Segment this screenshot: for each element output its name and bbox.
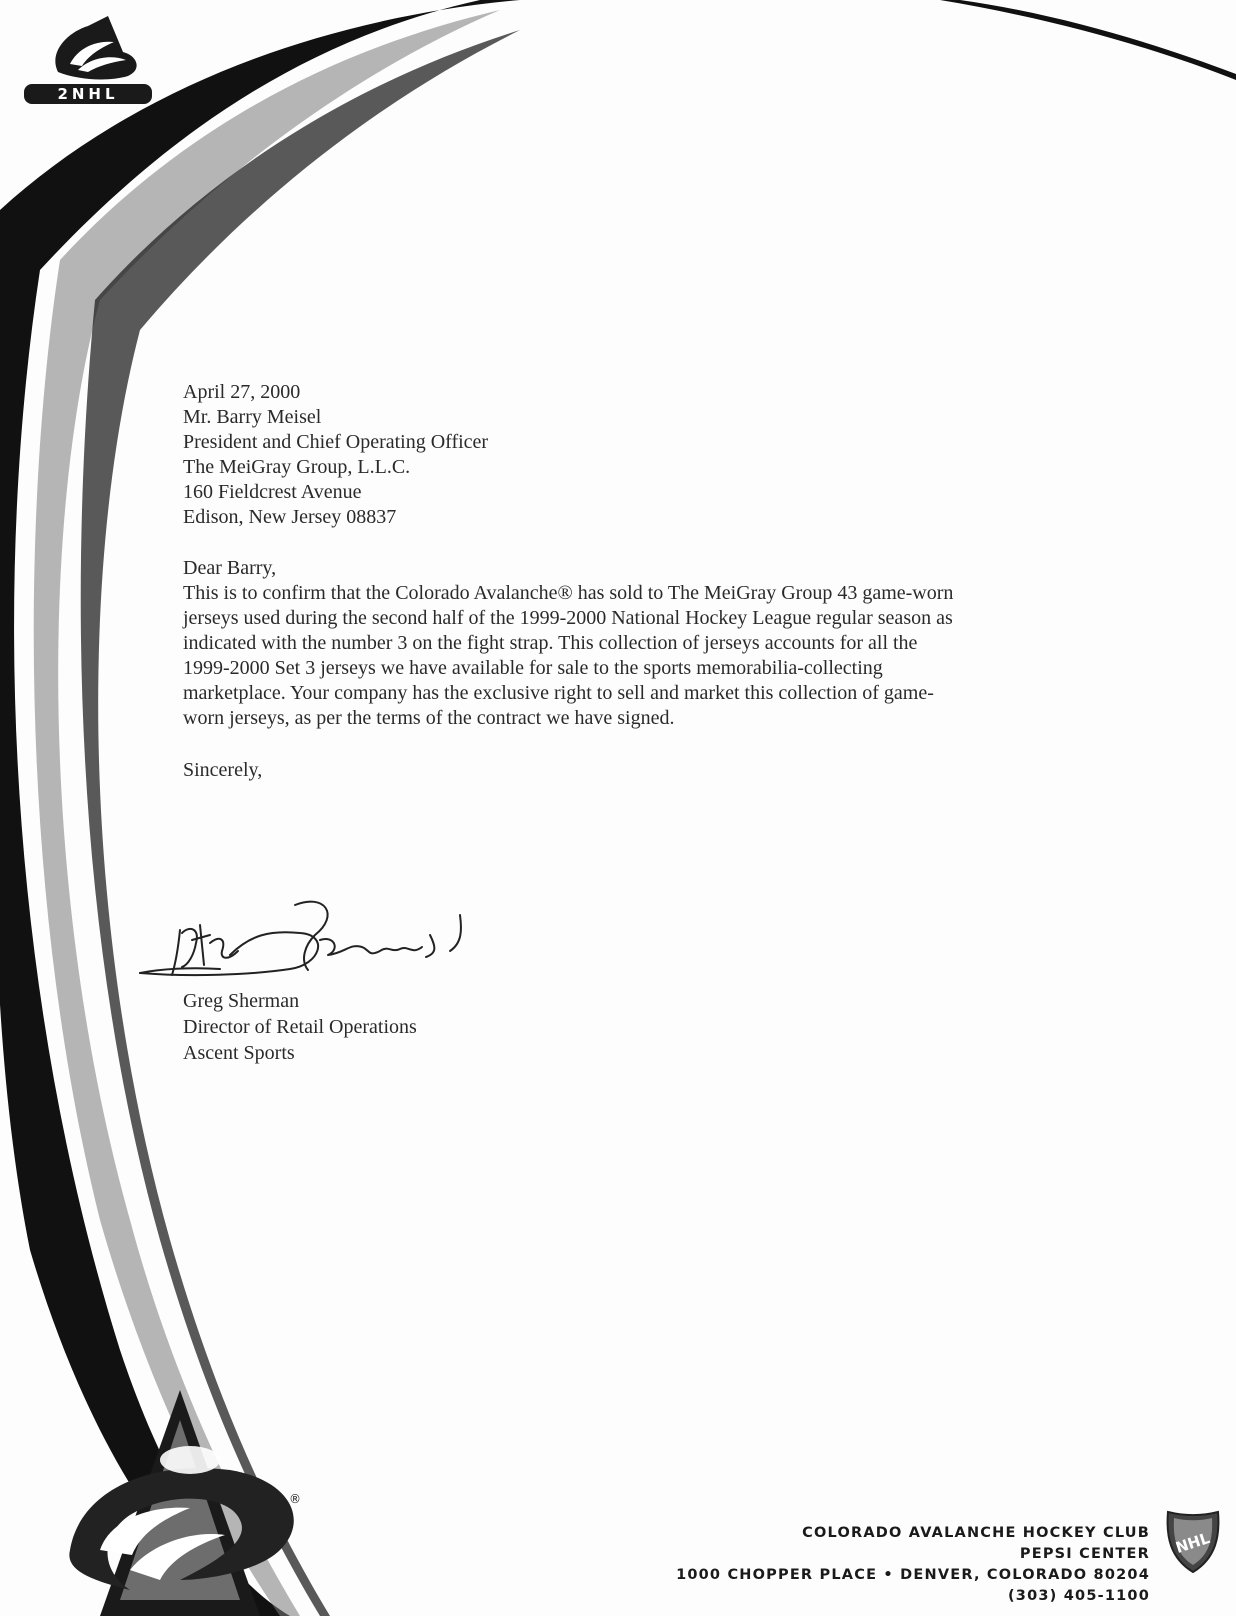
top-logo-text: 2NHL [57, 85, 119, 103]
body-line: marketplace. Your company has the exclusive right to sell and market this collection of game- [183, 682, 934, 704]
closing: Sincerely, [183, 759, 263, 781]
letter-body [183, 380, 1063, 783]
body-line: indicated with the number 3 on the fight strap. This collection of jerseys accounts for all the [183, 632, 918, 654]
body-line: jerseys used during the second half of the 1999-2000 National Hockey League regular season as [183, 607, 953, 629]
footer-line: COLORADO AVALANCHE HOCKEY CLUB [802, 1525, 1150, 1541]
salutation: Dear Barry, [183, 557, 277, 579]
body-line: worn jerseys, as per the terms of the contract we have signed. [183, 707, 675, 729]
body-line: 1999-2000 Set 3 jerseys we have available for sale to the sports memorabilia-collecting [183, 657, 883, 679]
recipient-line: The MeiGray Group, L.L.C. [183, 456, 411, 478]
letter-date: April 27, 2000 [183, 381, 301, 403]
avalanche-a-logo [60, 1380, 320, 1616]
footer-line: (303) 405-1100 [1007, 1588, 1150, 1604]
body-line: This is to confirm that the Colorado Avalanche® has sold to The MeiGray Group 43 game-worn [183, 582, 954, 604]
recipient-line: 160 Fieldcrest Avenue [183, 481, 362, 503]
recipient-line: Mr. Barry Meisel [183, 406, 322, 428]
recipient-line: Edison, New Jersey 08837 [183, 506, 397, 528]
letterhead-footer [676, 1523, 1150, 1607]
signer-title: Director of Retail Operations [183, 1016, 417, 1038]
recipient-line: President and Chief Operating Officer [183, 431, 489, 453]
shield-text: NHL [1173, 1529, 1212, 1557]
signer-block [183, 988, 683, 1066]
signer-company: Ascent Sports [183, 1042, 295, 1064]
footer-line: PEPSI CENTER [1019, 1546, 1150, 1562]
footer-line: 1000 CHOPPER PLACE • DENVER, COLORADO 80204 [676, 1567, 1150, 1583]
avalanche-2nhl-logo [18, 12, 158, 112]
nhl-shield-icon [1164, 1506, 1222, 1576]
registered-mark: ® [289, 1492, 301, 1506]
signer-name: Greg Sherman [183, 990, 300, 1012]
body-paragraph [183, 581, 1063, 731]
recipient-address [183, 405, 1063, 530]
